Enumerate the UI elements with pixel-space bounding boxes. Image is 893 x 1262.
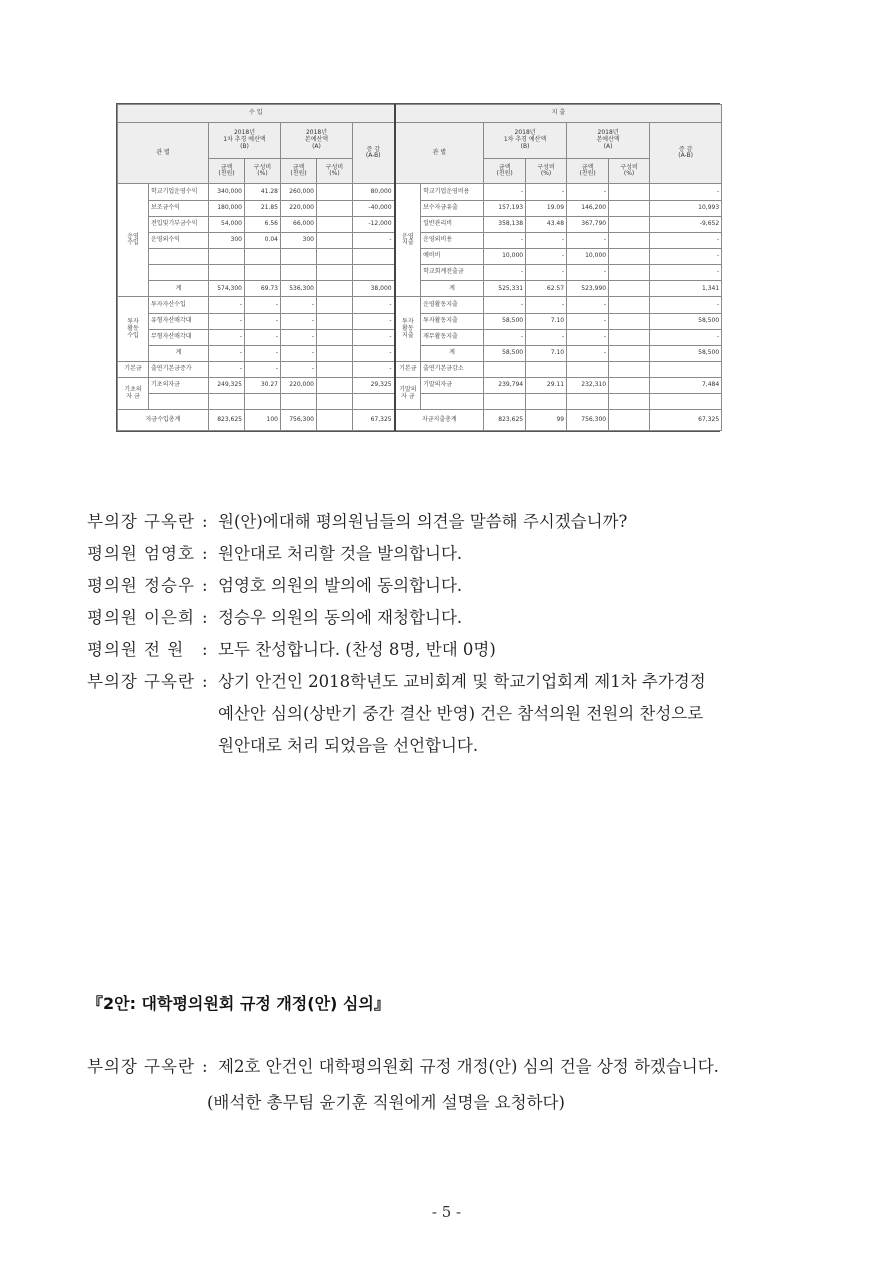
income-a-amount-header: 금액 (천원): [281, 158, 317, 184]
income-item-value: [317, 345, 353, 361]
expense-item-value: 146,200: [567, 200, 609, 216]
expense-item-value: -: [567, 313, 609, 329]
expense-item-value: -: [484, 265, 526, 281]
expense-total-label: 자금지출총계: [395, 410, 484, 431]
income-b-ratio-header: 구성비 (%): [245, 158, 281, 184]
page-number: - 5 -: [431, 1203, 462, 1221]
expense-item-value: [526, 362, 567, 378]
income-item-name: 계: [149, 345, 209, 361]
expense-group-label: 기본금: [395, 362, 421, 378]
income-item-name: [149, 394, 209, 410]
expense-item-name: 계: [421, 281, 484, 297]
income-item-name: 계: [149, 281, 209, 297]
income-item-value: -: [209, 345, 245, 361]
income-item-value: [317, 216, 353, 232]
income-item-value: 69.73: [245, 281, 281, 297]
income-item-value: 29,325: [353, 378, 395, 394]
agenda-heading: 『2안: 대학평의원회 규정 개정(안) 심의』: [87, 994, 390, 1013]
expense-item-value: [609, 200, 650, 216]
income-item-value: 38,000: [353, 281, 395, 297]
expense-item-name: 운영활동지출: [421, 297, 484, 313]
income-item-name: 유형자산매각대: [149, 313, 209, 329]
expense-item-value: 1,341: [650, 281, 722, 297]
expense-item-value: 58,500: [484, 345, 526, 361]
expense-item-name: 계: [421, 345, 484, 361]
expense-b-header: 2018년 1차 추경 예산액 (B): [484, 122, 567, 158]
income-item-value: 300: [209, 232, 245, 248]
income-item-value: [281, 265, 317, 281]
speaker-name: 평의원 정승우: [87, 576, 195, 595]
expense-item-value: -: [650, 265, 722, 281]
income-item-value: [317, 265, 353, 281]
expense-gwan-header: 관 별: [395, 122, 484, 184]
expense-item-value: 525,331: [484, 281, 526, 297]
income-item-value: -: [353, 362, 395, 378]
speech-colon: :: [202, 512, 208, 531]
income-diff-header: 증 감 (A-B): [353, 122, 395, 184]
income-item-value: -: [209, 362, 245, 378]
expense-item-value: -: [484, 329, 526, 345]
income-group-label: 기본금: [118, 362, 149, 378]
expense-a-header: 2018년 본예산액 (A): [567, 122, 650, 158]
speaker-name: 평의원 이은희: [87, 608, 195, 627]
expense-item-value: -: [567, 184, 609, 200]
income-item-value: 536,300: [281, 281, 317, 297]
expense-item-value: -: [567, 345, 609, 361]
income-item-value: -: [245, 313, 281, 329]
income-item-value: -: [245, 329, 281, 345]
income-item-value: [317, 362, 353, 378]
income-item-name: 보조금수익: [149, 200, 209, 216]
expense-item-name: 학교기업운영비용: [421, 184, 484, 200]
income-item-value: [281, 249, 317, 265]
expense-b-amount-header: 금액 (천원): [484, 158, 526, 184]
expense-item-value: [609, 313, 650, 329]
income-total-value: 756,300: [281, 410, 317, 431]
income-item-value: -: [209, 313, 245, 329]
expense-item-name: 예비비: [421, 249, 484, 265]
speech-line: [87, 508, 627, 532]
speech-line: [87, 604, 462, 628]
expense-item-value: -: [526, 297, 567, 313]
expense-item-value: 10,000: [484, 249, 526, 265]
expense-item-value: 7.10: [526, 345, 567, 361]
income-item-value: -: [281, 362, 317, 378]
expense-item-value: 58,500: [650, 345, 722, 361]
income-group-label: 투자 활동 수입: [118, 297, 149, 362]
expense-item-value: 43.48: [526, 216, 567, 232]
income-item-value: [317, 313, 353, 329]
expense-item-value: -9,652: [650, 216, 722, 232]
income-item-name: 무형자산매각대: [149, 329, 209, 345]
income-item-value: [353, 394, 395, 410]
expense-item-value: 239,794: [484, 378, 526, 394]
speech-text: 원안대로 처리할 것을 발의합니다.: [218, 544, 463, 563]
income-item-value: -12,000: [353, 216, 395, 232]
budget-table: [117, 104, 722, 431]
expense-total-value: 823,625: [484, 410, 526, 431]
speech-colon: :: [202, 672, 208, 691]
speech-line: [87, 1053, 719, 1077]
income-item-value: [317, 232, 353, 248]
income-item-value: [353, 265, 395, 281]
expense-item-value: -: [567, 329, 609, 345]
expense-diff-header: 증 감 (A-B): [650, 122, 722, 184]
speaker-name: 평의원 엄영호: [87, 544, 195, 563]
income-item-value: -: [209, 329, 245, 345]
income-item-name: 운영외수익: [149, 232, 209, 248]
expense-item-value: -: [567, 297, 609, 313]
expense-item-value: [567, 394, 609, 410]
expense-total-value: 67,325: [650, 410, 722, 431]
speech-colon: :: [202, 576, 208, 595]
speech-continuation: 원안대로 처리 되었음을 선언합니다.: [218, 736, 479, 755]
income-item-name: 학교기업운영수익: [149, 184, 209, 200]
expense-a-ratio-header: 구성비 (%): [609, 158, 650, 184]
income-item-value: [317, 378, 353, 394]
expense-item-value: -: [650, 184, 722, 200]
income-item-value: -: [245, 345, 281, 361]
table-row: [118, 184, 722, 200]
income-a-header: 2018년 본예산액 (A): [281, 122, 353, 158]
expense-item-name: 투자활동지출: [421, 313, 484, 329]
expense-item-value: [609, 249, 650, 265]
expense-total-value: 99: [526, 410, 567, 431]
income-item-value: [317, 200, 353, 216]
speaker-name: 부의장 구옥란: [87, 1057, 195, 1076]
income-item-value: [317, 249, 353, 265]
income-item-value: 574,300: [209, 281, 245, 297]
income-item-value: 340,000: [209, 184, 245, 200]
income-item-value: -40,000: [353, 200, 395, 216]
income-item-value: -: [353, 345, 395, 361]
income-group-label: 운영 수입: [118, 184, 149, 297]
expense-item-name: 출연기본금감소: [421, 362, 484, 378]
income-item-value: -: [245, 297, 281, 313]
expense-item-value: [609, 216, 650, 232]
expense-item-value: [484, 362, 526, 378]
expense-item-value: 367,790: [567, 216, 609, 232]
table-row: [118, 378, 722, 394]
expense-item-value: -: [484, 184, 526, 200]
income-item-name: 투자자산수입: [149, 297, 209, 313]
income-total-value: 100: [245, 410, 281, 431]
expense-item-value: -: [526, 232, 567, 248]
expense-header: 지 출: [395, 105, 722, 123]
expense-item-value: [609, 329, 650, 345]
speech-text: 엄영호 의원의 발의에 동의합니다.: [218, 576, 463, 595]
income-item-value: 41.28: [245, 184, 281, 200]
income-gwan-header: 관 별: [118, 122, 209, 184]
income-item-value: [209, 265, 245, 281]
expense-item-value: [650, 394, 722, 410]
income-item-value: 0.04: [245, 232, 281, 248]
expense-item-value: [609, 232, 650, 248]
income-item-value: -: [245, 362, 281, 378]
table-row: [118, 362, 722, 378]
income-item-value: -: [281, 329, 317, 345]
expense-group-label: 투자 활동 지출: [395, 297, 421, 362]
expense-item-value: 523,990: [567, 281, 609, 297]
expense-item-value: 19.09: [526, 200, 567, 216]
income-item-value: -: [353, 297, 395, 313]
income-item-value: -: [353, 313, 395, 329]
speech-line: [87, 572, 462, 596]
expense-item-value: -: [526, 265, 567, 281]
expense-item-value: 58,500: [484, 313, 526, 329]
speech-line: [87, 540, 462, 564]
budget-table-frame: [116, 103, 720, 432]
expense-item-name: 재무활동지출: [421, 329, 484, 345]
expense-item-name: 일반관리비: [421, 216, 484, 232]
income-total-value: 823,625: [209, 410, 245, 431]
income-item-value: -: [281, 345, 317, 361]
income-item-value: [281, 394, 317, 410]
expense-item-value: 62.57: [526, 281, 567, 297]
income-item-value: [245, 265, 281, 281]
expense-item-value: 358,138: [484, 216, 526, 232]
expense-a-amount-header: 금액 (천원): [567, 158, 609, 184]
expense-item-name: 학교회계전출금: [421, 265, 484, 281]
income-item-value: -: [281, 297, 317, 313]
speech-text: 원(안)에대해 평의원님들의 의견을 말씀해 주시겠습니까?: [218, 512, 628, 531]
expense-item-value: [609, 378, 650, 394]
speech-line: [87, 636, 496, 660]
income-item-value: [353, 249, 395, 265]
expense-group-label: 기말의 자 금: [395, 378, 421, 410]
expense-item-value: [650, 362, 722, 378]
expense-item-value: 232,310: [567, 378, 609, 394]
income-b-header: 2018년 1차 추경 예산액 (B): [209, 122, 281, 158]
income-item-value: 249,325: [209, 378, 245, 394]
expense-item-value: -: [650, 249, 722, 265]
speech-colon: :: [202, 640, 208, 659]
speech-text: 상기 안건인 2018학년도 교비회계 및 학교기업회계 제1차 추가경정: [218, 672, 706, 691]
income-total-value: [317, 410, 353, 431]
income-item-value: 220,000: [281, 200, 317, 216]
expense-item-value: -: [650, 329, 722, 345]
speech-colon: :: [202, 544, 208, 563]
income-item-value: 260,000: [281, 184, 317, 200]
income-item-value: [317, 297, 353, 313]
income-b-amount-header: 금액 (천원): [209, 158, 245, 184]
speech-colon: :: [202, 608, 208, 627]
expense-item-value: 10,993: [650, 200, 722, 216]
expense-item-name: 보수자금유출: [421, 200, 484, 216]
speaker-name: 부의장 구옥란: [87, 672, 195, 691]
income-group-label: 기초의 자 금: [118, 378, 149, 410]
income-item-value: 66,000: [281, 216, 317, 232]
income-item-value: [245, 249, 281, 265]
income-item-value: 6.56: [245, 216, 281, 232]
speech-text: 제2호 안건인 대학평의원회 규정 개정(안) 심의 건을 상정 하겠습니다.: [218, 1057, 719, 1076]
expense-item-value: [609, 394, 650, 410]
income-item-value: -: [281, 313, 317, 329]
expense-item-value: -: [650, 297, 722, 313]
income-item-value: 80,000: [353, 184, 395, 200]
income-item-value: [317, 184, 353, 200]
income-item-name: [149, 249, 209, 265]
expense-item-value: -: [484, 297, 526, 313]
expense-total-value: [609, 410, 650, 431]
income-item-value: [317, 281, 353, 297]
income-total-value: 67,325: [353, 410, 395, 431]
speech-continuation: (배석한 총무팀 윤기훈 직원에게 설명을 요청하다): [207, 1093, 565, 1112]
expense-item-value: 157,193: [484, 200, 526, 216]
speech-colon: :: [202, 1057, 208, 1076]
income-item-value: 21.85: [245, 200, 281, 216]
expense-total-value: 756,300: [567, 410, 609, 431]
expense-item-value: [526, 394, 567, 410]
table-row-grand-total: [118, 410, 722, 431]
income-item-name: 출연기본금증가: [149, 362, 209, 378]
income-item-value: [209, 249, 245, 265]
income-item-value: [245, 394, 281, 410]
expense-item-value: [567, 362, 609, 378]
speech-continuation: 예산안 심의(상반기 중간 결산 반영) 건은 참석의원 전원의 찬성으로: [218, 704, 704, 723]
speech-text: 모두 찬성합니다. (찬성 8명, 반대 0명): [218, 640, 496, 659]
income-item-value: [209, 394, 245, 410]
expense-group-label: 운영 지출: [395, 184, 421, 297]
expense-item-value: -: [526, 329, 567, 345]
speech-line: [87, 668, 706, 692]
expense-item-value: -: [526, 249, 567, 265]
expense-item-value: 10,000: [567, 249, 609, 265]
income-item-name: [149, 265, 209, 281]
income-item-value: 300: [281, 232, 317, 248]
expense-item-value: [609, 362, 650, 378]
income-item-value: [317, 394, 353, 410]
income-header: 수 입: [118, 105, 395, 123]
expense-item-value: [609, 297, 650, 313]
income-item-value: 220,000: [281, 378, 317, 394]
income-item-value: 30.27: [245, 378, 281, 394]
expense-item-value: 58,500: [650, 313, 722, 329]
speaker-name: 부의장 구옥란: [87, 512, 195, 531]
table-row: [118, 297, 722, 313]
income-item-name: 전입및기부금수익: [149, 216, 209, 232]
speech-text: 정승우 의원의 동의에 재청합니다.: [218, 608, 463, 627]
expense-item-value: -: [650, 232, 722, 248]
expense-item-name: [421, 394, 484, 410]
expense-item-name: 운영외비용: [421, 232, 484, 248]
income-item-value: -: [353, 329, 395, 345]
income-total-label: 자금수입총계: [118, 410, 209, 431]
expense-item-value: -: [567, 265, 609, 281]
expense-item-value: -: [567, 232, 609, 248]
expense-item-value: 7,484: [650, 378, 722, 394]
income-item-value: 180,000: [209, 200, 245, 216]
expense-item-value: -: [484, 232, 526, 248]
speaker-name: 평의원 전 원: [87, 640, 185, 659]
income-item-value: [317, 329, 353, 345]
expense-item-value: [609, 281, 650, 297]
expense-item-value: [609, 184, 650, 200]
expense-b-ratio-header: 구성비 (%): [526, 158, 567, 184]
expense-item-value: [609, 345, 650, 361]
income-item-name: 기초의자금: [149, 378, 209, 394]
income-item-value: 54,000: [209, 216, 245, 232]
expense-item-value: 29.11: [526, 378, 567, 394]
income-item-value: -: [353, 232, 395, 248]
expense-item-value: 7.10: [526, 313, 567, 329]
expense-item-value: [609, 265, 650, 281]
expense-item-name: 기말의자금: [421, 378, 484, 394]
expense-item-value: -: [526, 184, 567, 200]
income-item-value: -: [209, 297, 245, 313]
expense-item-value: [484, 394, 526, 410]
income-a-ratio-header: 구성비 (%): [317, 158, 353, 184]
